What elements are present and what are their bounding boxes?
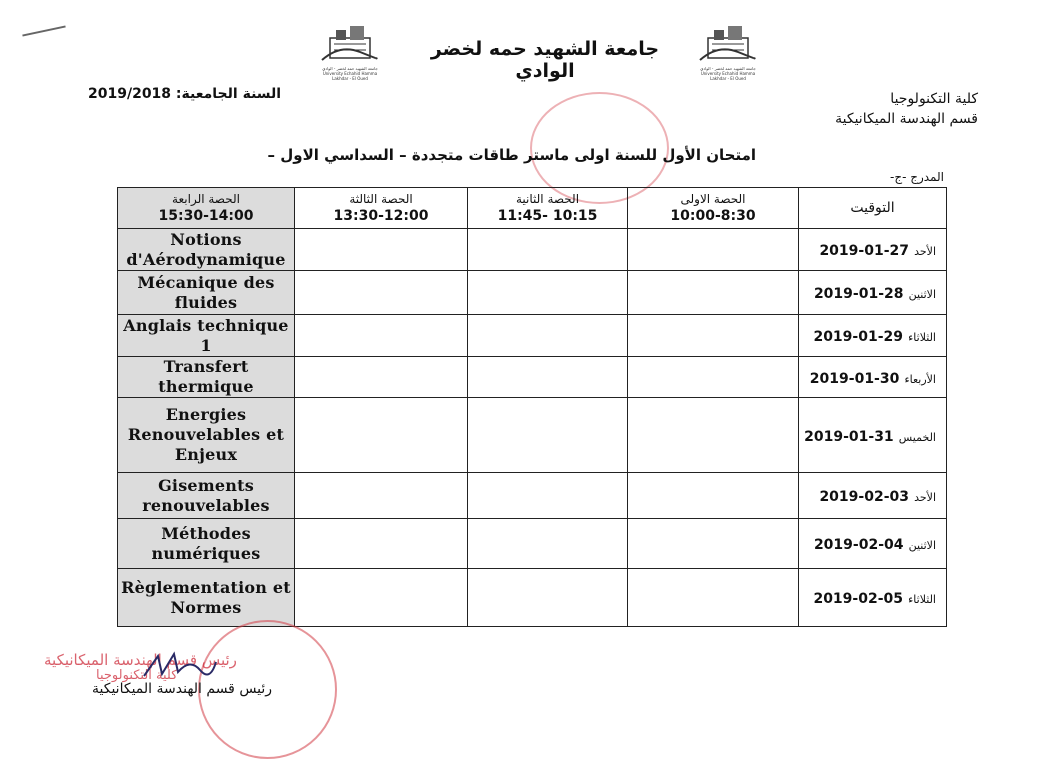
day-name: الثلاثاء xyxy=(908,593,936,606)
subject-cell: Notions d'Aérodynamique xyxy=(118,229,295,271)
day-name: الأحد xyxy=(914,245,936,258)
table-header-row xyxy=(118,188,947,229)
empty-cell xyxy=(295,398,468,473)
subject-cell: Energies Renouvelables et Enjeux xyxy=(118,398,295,473)
date-cell xyxy=(799,315,947,357)
department-name: قسم الهندسة الميكانيكية xyxy=(835,111,978,127)
period-4-label: الحصة الرابعة xyxy=(172,191,240,206)
period-3-header xyxy=(295,188,468,229)
exam-date: 2019-01-30 xyxy=(809,370,900,387)
empty-cell xyxy=(468,271,628,315)
university-logo-left xyxy=(320,24,378,81)
faculty-name: كلية التكنولوجيا xyxy=(890,91,978,107)
empty-cell xyxy=(468,519,628,569)
exam-date: 2019-01-31 xyxy=(804,428,894,445)
table-row xyxy=(118,473,947,519)
day-name: الأحد xyxy=(914,491,936,504)
empty-cell xyxy=(295,315,468,357)
period-4-header xyxy=(118,188,295,229)
period-1-label: الحصة الاولى xyxy=(680,191,746,206)
stamp-text-faculty: كلية التكنولوجيا xyxy=(96,668,178,683)
exam-date: 2019-01-28 xyxy=(813,286,904,302)
subject-cell: Règlementation et Normes xyxy=(118,569,295,627)
university-building-icon xyxy=(320,24,378,64)
date-cell xyxy=(799,473,947,519)
empty-cell xyxy=(468,569,628,627)
empty-cell xyxy=(295,271,468,315)
empty-cell xyxy=(295,569,468,627)
empty-cell xyxy=(295,357,468,398)
stamp-text-department: رئيس قسم الهندسة الميكانيكية xyxy=(44,651,237,669)
empty-cell xyxy=(468,398,628,473)
exam-schedule-table xyxy=(117,187,947,627)
empty-cell xyxy=(295,229,468,271)
empty-cell xyxy=(295,473,468,519)
subject-cell: Mécanique des fluides xyxy=(118,271,295,315)
academic-year xyxy=(88,86,281,102)
exam-date: 2019-01-27 xyxy=(819,243,909,259)
period-2-header xyxy=(468,188,628,229)
table-row xyxy=(118,398,947,473)
empty-cell xyxy=(628,519,799,569)
logo-caption: جامعة الشهيد حمه لخضر - الوادي University Echahid Hamma Lakhdar - El Oued xyxy=(322,66,378,81)
period-4-time: 15:30-14:00 xyxy=(158,207,254,224)
day-name: الخميس xyxy=(898,430,936,444)
empty-cell xyxy=(628,473,799,519)
table-row xyxy=(118,229,947,271)
university-logo-right xyxy=(698,24,756,81)
exam-date: 2019-01-29 xyxy=(813,329,904,345)
period-1-time: 10:00-8:30 xyxy=(670,207,756,224)
day-name: الثلاثاء xyxy=(908,331,936,344)
table-row xyxy=(118,519,947,569)
table-row xyxy=(118,271,947,315)
empty-cell xyxy=(468,229,628,271)
signature-scribble xyxy=(140,648,220,684)
university-building-icon xyxy=(698,24,756,64)
date-cell xyxy=(799,229,947,271)
university-title: جامعة الشهيد حمه لخضر الوادي xyxy=(430,38,660,82)
exam-title: امتحان الأول للسنة اولى ماستر طاقات متجددة – السداسي الاول – xyxy=(267,146,756,164)
period-3-label: الحصة الثالثة xyxy=(349,191,413,206)
day-name: الاثنين xyxy=(908,288,936,301)
subject-cell: Transfert thermique xyxy=(118,357,295,398)
academic-year-label: السنة الجامعية: xyxy=(175,86,282,102)
exam-date: 2019-02-05 xyxy=(813,591,904,607)
empty-cell xyxy=(628,315,799,357)
date-cell xyxy=(799,271,947,315)
empty-cell xyxy=(628,398,799,473)
period-2-time: 11:45- 10:15 xyxy=(497,207,598,224)
exam-hall: المدرج -ج- xyxy=(890,170,944,184)
subject-cell: Gisements renouvelables xyxy=(118,473,295,519)
exam-date: 2019-02-03 xyxy=(819,489,909,505)
empty-cell xyxy=(468,473,628,519)
period-1-header xyxy=(628,188,799,229)
empty-cell xyxy=(628,229,799,271)
exam-date: 2019-02-04 xyxy=(813,537,904,553)
timing-header xyxy=(799,188,947,229)
period-2-label: الحصة الثانية xyxy=(515,191,580,206)
table-row xyxy=(118,315,947,357)
empty-cell xyxy=(628,569,799,627)
logo-caption: جامعة الشهيد حمه لخضر - الوادي University Echahid Hamma Lakhdar - El Oued xyxy=(700,66,756,81)
academic-year-value: 2019/2018 xyxy=(88,86,172,102)
empty-cell xyxy=(468,315,628,357)
date-cell xyxy=(799,357,947,398)
table-row xyxy=(118,357,947,398)
empty-cell xyxy=(628,357,799,398)
empty-cell xyxy=(628,271,799,315)
day-name: الاثنين xyxy=(908,539,936,552)
department-head-signature: رئيس قسم الهندسة الميكانيكية xyxy=(92,681,273,697)
scan-artifact-line xyxy=(22,25,65,36)
timing-label: التوقيت xyxy=(850,199,895,216)
subject-cell: Méthodes numériques xyxy=(118,519,295,569)
date-cell xyxy=(799,398,947,473)
period-3-time: 13:30-12:00 xyxy=(333,207,429,224)
empty-cell xyxy=(295,519,468,569)
date-cell xyxy=(799,569,947,627)
day-name: الأربعاء xyxy=(904,372,936,386)
empty-cell xyxy=(468,357,628,398)
table-row xyxy=(118,569,947,627)
subject-cell: Anglais technique 1 xyxy=(118,315,295,357)
date-cell xyxy=(799,519,947,569)
